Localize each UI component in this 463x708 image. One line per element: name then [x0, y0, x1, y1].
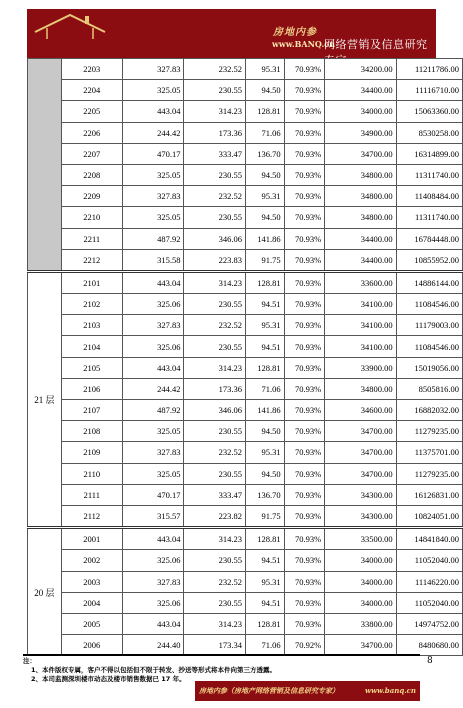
logo-text: 房地内参 — [273, 27, 317, 38]
usable-area-cell: 230.55 — [184, 294, 246, 315]
shared-area-cell: 71.06 — [245, 122, 284, 143]
unit-number-cell: 2101 — [61, 271, 122, 293]
floor-label — [28, 59, 62, 272]
gross-area-cell: 244.40 — [122, 635, 184, 656]
total-price-cell: 16784448.00 — [396, 228, 462, 249]
total-price-cell: 11084546.00 — [396, 336, 462, 357]
gross-area-cell: 487.92 — [122, 400, 184, 421]
unit-price-cell: 34200.00 — [325, 59, 396, 80]
table-row — [28, 442, 463, 463]
unit-price-cell: 34700.00 — [325, 635, 396, 656]
usable-area-cell: 346.06 — [184, 400, 246, 421]
usable-area-cell: 230.55 — [184, 336, 246, 357]
gross-area-cell: 325.06 — [122, 550, 184, 571]
usable-area-cell: 232.52 — [184, 571, 246, 592]
logo-url: www.BANQ.cn — [272, 39, 335, 49]
table-row — [28, 207, 463, 228]
unit-number-cell: 2106 — [61, 378, 122, 399]
total-price-cell: 16126831.00 — [396, 484, 462, 505]
header-banner — [27, 9, 436, 67]
efficiency-rate-cell: 70.93% — [284, 505, 325, 527]
efficiency-rate-cell: 70.93% — [284, 528, 325, 550]
unit-number-cell: 2104 — [61, 336, 122, 357]
gross-area-cell: 325.06 — [122, 294, 184, 315]
note-line-1: 1、本件版权专属，客户不得以包括但不限于转发、抄送等形式将本件向第三方透露。 — [31, 666, 277, 674]
unit-price-cell: 34700.00 — [325, 442, 396, 463]
unit-number-cell: 2205 — [61, 101, 122, 122]
usable-area-cell: 230.55 — [184, 164, 246, 185]
unit-number-cell: 2108 — [61, 421, 122, 442]
unit-price-cell: 34600.00 — [325, 400, 396, 421]
unit-price-cell: 34100.00 — [325, 294, 396, 315]
unit-number-cell: 2103 — [61, 315, 122, 336]
gross-area-cell: 325.05 — [122, 80, 184, 101]
total-price-cell: 8530258.00 — [396, 122, 462, 143]
total-price-cell: 11084546.00 — [396, 294, 462, 315]
unit-price-cell: 34800.00 — [325, 207, 396, 228]
total-price-cell: 11052040.00 — [396, 592, 462, 613]
unit-number-cell: 2210 — [61, 207, 122, 228]
unit-number-cell: 2206 — [61, 122, 122, 143]
efficiency-rate-cell: 70.93% — [284, 336, 325, 357]
efficiency-rate-cell: 70.93% — [284, 421, 325, 442]
table-row — [28, 400, 463, 421]
notes-label: 注： — [23, 657, 36, 665]
table-row — [28, 357, 463, 378]
shared-area-cell: 94.51 — [245, 550, 284, 571]
efficiency-rate-cell: 70.93% — [284, 186, 325, 207]
efficiency-rate-cell: 70.93% — [284, 164, 325, 185]
unit-number-cell: 2109 — [61, 442, 122, 463]
gross-area-cell: 315.57 — [122, 505, 184, 527]
usable-area-cell: 230.55 — [184, 207, 246, 228]
shared-area-cell: 95.31 — [245, 315, 284, 336]
floor-label: 21 层 — [28, 271, 62, 527]
shared-area-cell: 94.50 — [245, 421, 284, 442]
gross-area-cell: 327.83 — [122, 442, 184, 463]
usable-area-cell: 230.55 — [184, 421, 246, 442]
header-title: 网络营销及信息研究专家 — [324, 38, 428, 67]
unit-price-cell: 33500.00 — [325, 528, 396, 550]
gross-area-cell: 327.83 — [122, 315, 184, 336]
usable-area-cell: 314.23 — [184, 271, 246, 293]
unit-price-cell: 34300.00 — [325, 505, 396, 527]
unit-price-cell: 34000.00 — [325, 101, 396, 122]
notes-section — [23, 654, 420, 681]
unit-price-cell: 34400.00 — [325, 249, 396, 271]
total-price-cell: 11311740.00 — [396, 164, 462, 185]
shared-area-cell: 128.81 — [245, 528, 284, 550]
unit-number-cell: 2004 — [61, 592, 122, 613]
table-row — [28, 228, 463, 249]
shared-area-cell: 94.50 — [245, 207, 284, 228]
unit-price-cell: 33600.00 — [325, 271, 396, 293]
usable-area-cell: 230.55 — [184, 550, 246, 571]
unit-price-cell: 34300.00 — [325, 484, 396, 505]
unit-number-cell: 2102 — [61, 294, 122, 315]
unit-price-cell: 34000.00 — [325, 550, 396, 571]
shared-area-cell: 94.50 — [245, 463, 284, 484]
shared-area-cell: 95.31 — [245, 442, 284, 463]
unit-number-cell: 2111 — [61, 484, 122, 505]
efficiency-rate-cell: 70.93% — [284, 294, 325, 315]
total-price-cell: 11179003.00 — [396, 315, 462, 336]
usable-area-cell: 333.47 — [184, 484, 246, 505]
usable-area-cell: 314.23 — [184, 101, 246, 122]
gross-area-cell: 325.05 — [122, 421, 184, 442]
shared-area-cell: 91.75 — [245, 249, 284, 271]
gross-area-cell: 443.04 — [122, 101, 184, 122]
total-price-cell: 8505816.00 — [396, 378, 462, 399]
efficiency-rate-cell: 70.92% — [284, 635, 325, 656]
shared-area-cell: 94.50 — [245, 164, 284, 185]
total-price-cell: 11279235.00 — [396, 463, 462, 484]
table-row — [28, 336, 463, 357]
total-price-cell: 11052040.00 — [396, 550, 462, 571]
footer-banner — [195, 681, 420, 701]
unit-price-cell: 33900.00 — [325, 357, 396, 378]
total-price-cell: 11211786.00 — [396, 59, 462, 80]
gross-area-cell: 470.17 — [122, 143, 184, 164]
shared-area-cell: 95.31 — [245, 186, 284, 207]
usable-area-cell: 346.06 — [184, 228, 246, 249]
total-price-cell: 10855952.00 — [396, 249, 462, 271]
unit-number-cell: 2107 — [61, 400, 122, 421]
table-row — [28, 463, 463, 484]
total-price-cell: 15019056.00 — [396, 357, 462, 378]
table-row — [28, 271, 463, 293]
table-row — [28, 421, 463, 442]
efficiency-rate-cell: 70.93% — [284, 143, 325, 164]
gross-area-cell: 327.83 — [122, 59, 184, 80]
usable-area-cell: 232.52 — [184, 315, 246, 336]
gross-area-cell: 443.04 — [122, 528, 184, 550]
house-roof-icon — [33, 12, 107, 40]
shared-area-cell: 95.31 — [245, 59, 284, 80]
usable-area-cell: 232.52 — [184, 442, 246, 463]
shared-area-cell: 141.86 — [245, 400, 284, 421]
shared-area-cell: 91.75 — [245, 505, 284, 527]
gross-area-cell: 315.58 — [122, 249, 184, 271]
gross-area-cell: 327.83 — [122, 186, 184, 207]
table-row — [28, 143, 463, 164]
unit-price-cell: 34000.00 — [325, 571, 396, 592]
efficiency-rate-cell: 70.93% — [284, 249, 325, 271]
efficiency-rate-cell: 70.93% — [284, 613, 325, 634]
unit-price-cell: 34800.00 — [325, 164, 396, 185]
footer-url: www.banq.cn — [365, 686, 417, 695]
unit-number-cell: 2208 — [61, 164, 122, 185]
total-price-cell: 8480680.00 — [396, 635, 462, 656]
usable-area-cell: 223.83 — [184, 249, 246, 271]
shared-area-cell: 71.06 — [245, 378, 284, 399]
unit-price-cell: 34900.00 — [325, 122, 396, 143]
unit-number-cell: 2212 — [61, 249, 122, 271]
table-row — [28, 635, 463, 656]
total-price-cell: 14974752.00 — [396, 613, 462, 634]
usable-area-cell: 314.23 — [184, 357, 246, 378]
unit-number-cell: 2203 — [61, 59, 122, 80]
shared-area-cell: 71.06 — [245, 635, 284, 656]
gross-area-cell: 244.42 — [122, 122, 184, 143]
shared-area-cell: 128.81 — [245, 271, 284, 293]
total-price-cell: 11375701.00 — [396, 442, 462, 463]
efficiency-rate-cell: 70.93% — [284, 400, 325, 421]
table-row — [28, 592, 463, 613]
table-row — [28, 550, 463, 571]
unit-price-cell: 34700.00 — [325, 463, 396, 484]
table-row — [28, 101, 463, 122]
efficiency-rate-cell: 70.93% — [284, 101, 325, 122]
usable-area-cell: 314.23 — [184, 528, 246, 550]
total-price-cell: 11408484.00 — [396, 186, 462, 207]
shared-area-cell: 128.81 — [245, 101, 284, 122]
gross-area-cell: 325.05 — [122, 207, 184, 228]
unit-number-cell: 2001 — [61, 528, 122, 550]
total-price-cell: 11146220.00 — [396, 571, 462, 592]
shared-area-cell: 136.70 — [245, 143, 284, 164]
gross-area-cell: 325.05 — [122, 164, 184, 185]
gross-area-cell: 487.92 — [122, 228, 184, 249]
unit-number-cell: 2005 — [61, 613, 122, 634]
efficiency-rate-cell: 70.93% — [284, 357, 325, 378]
efficiency-rate-cell: 70.93% — [284, 59, 325, 80]
table-row — [28, 484, 463, 505]
efficiency-rate-cell: 70.93% — [284, 550, 325, 571]
unit-price-cell: 34100.00 — [325, 315, 396, 336]
usable-area-cell: 230.55 — [184, 80, 246, 101]
unit-price-cell: 34800.00 — [325, 378, 396, 399]
efficiency-rate-cell: 70.93% — [284, 484, 325, 505]
usable-area-cell: 333.47 — [184, 143, 246, 164]
gross-area-cell: 443.04 — [122, 613, 184, 634]
shared-area-cell: 94.51 — [245, 294, 284, 315]
table-row — [28, 249, 463, 271]
shared-area-cell: 136.70 — [245, 484, 284, 505]
usable-area-cell: 232.52 — [184, 59, 246, 80]
unit-price-cell: 33800.00 — [325, 613, 396, 634]
shared-area-cell: 94.50 — [245, 80, 284, 101]
table-row — [28, 571, 463, 592]
table-row — [28, 528, 463, 550]
unit-number-cell: 2112 — [61, 505, 122, 527]
table-row — [28, 294, 463, 315]
gross-area-cell: 325.05 — [122, 463, 184, 484]
usable-area-cell: 314.23 — [184, 613, 246, 634]
shared-area-cell: 128.81 — [245, 357, 284, 378]
table-row — [28, 315, 463, 336]
table-row — [28, 164, 463, 185]
page-number: 8 — [427, 656, 433, 666]
gross-area-cell: 443.04 — [122, 271, 184, 293]
total-price-cell: 14841840.00 — [396, 528, 462, 550]
total-price-cell: 10824051.00 — [396, 505, 462, 527]
efficiency-rate-cell: 70.93% — [284, 463, 325, 484]
total-price-cell: 15063360.00 — [396, 101, 462, 122]
unit-number-cell: 2211 — [61, 228, 122, 249]
usable-area-cell: 232.52 — [184, 186, 246, 207]
unit-number-cell: 2002 — [61, 550, 122, 571]
table-row — [28, 186, 463, 207]
unit-number-cell: 2003 — [61, 571, 122, 592]
efficiency-rate-cell: 70.93% — [284, 122, 325, 143]
efficiency-rate-cell: 70.93% — [284, 592, 325, 613]
footer-brand: 房地内参（房地产网络营销及信息研究专家） — [199, 686, 339, 695]
total-price-cell: 14886144.00 — [396, 271, 462, 293]
usable-area-cell: 230.55 — [184, 592, 246, 613]
unit-price-cell: 34100.00 — [325, 336, 396, 357]
efficiency-rate-cell: 70.93% — [284, 271, 325, 293]
note-line-2: 2、本司监测深圳楼市动态及楼市销售数据已 17 年。 — [31, 675, 186, 683]
unit-number-cell: 2204 — [61, 80, 122, 101]
efficiency-rate-cell: 70.93% — [284, 228, 325, 249]
unit-price-table — [27, 58, 463, 656]
total-price-cell: 11279235.00 — [396, 421, 462, 442]
shared-area-cell: 141.86 — [245, 228, 284, 249]
total-price-cell: 11311740.00 — [396, 207, 462, 228]
efficiency-rate-cell: 70.93% — [284, 315, 325, 336]
unit-price-cell: 34700.00 — [325, 143, 396, 164]
efficiency-rate-cell: 70.93% — [284, 442, 325, 463]
unit-price-cell: 34700.00 — [325, 421, 396, 442]
usable-area-cell: 230.55 — [184, 463, 246, 484]
table-row — [28, 378, 463, 399]
efficiency-rate-cell: 70.93% — [284, 378, 325, 399]
usable-area-cell: 173.36 — [184, 378, 246, 399]
unit-price-cell: 34000.00 — [325, 592, 396, 613]
efficiency-rate-cell: 70.93% — [284, 571, 325, 592]
gross-area-cell: 443.04 — [122, 357, 184, 378]
shared-area-cell: 94.51 — [245, 592, 284, 613]
gross-area-cell: 325.06 — [122, 592, 184, 613]
usable-area-cell: 173.34 — [184, 635, 246, 656]
efficiency-rate-cell: 70.93% — [284, 207, 325, 228]
table-row — [28, 80, 463, 101]
table-row — [28, 122, 463, 143]
gross-area-cell: 327.83 — [122, 571, 184, 592]
unit-number-cell: 2207 — [61, 143, 122, 164]
floor-label: 20 层 — [28, 528, 62, 656]
unit-number-cell: 2209 — [61, 186, 122, 207]
table-row — [28, 613, 463, 634]
total-price-cell: 11116710.00 — [396, 80, 462, 101]
total-price-cell: 16314899.00 — [396, 143, 462, 164]
usable-area-cell: 223.82 — [184, 505, 246, 527]
shared-area-cell: 95.31 — [245, 571, 284, 592]
table-row — [28, 59, 463, 80]
shared-area-cell: 94.51 — [245, 336, 284, 357]
gross-area-cell: 470.17 — [122, 484, 184, 505]
unit-price-cell: 34400.00 — [325, 228, 396, 249]
unit-number-cell: 2105 — [61, 357, 122, 378]
gross-area-cell: 244.42 — [122, 378, 184, 399]
unit-price-cell: 34400.00 — [325, 80, 396, 101]
usable-area-cell: 173.36 — [184, 122, 246, 143]
unit-number-cell: 2006 — [61, 635, 122, 656]
table-row — [28, 505, 463, 527]
unit-price-cell: 34800.00 — [325, 186, 396, 207]
efficiency-rate-cell: 70.93% — [284, 80, 325, 101]
total-price-cell: 16882032.00 — [396, 400, 462, 421]
unit-number-cell: 2110 — [61, 463, 122, 484]
shared-area-cell: 128.81 — [245, 613, 284, 634]
gross-area-cell: 325.06 — [122, 336, 184, 357]
